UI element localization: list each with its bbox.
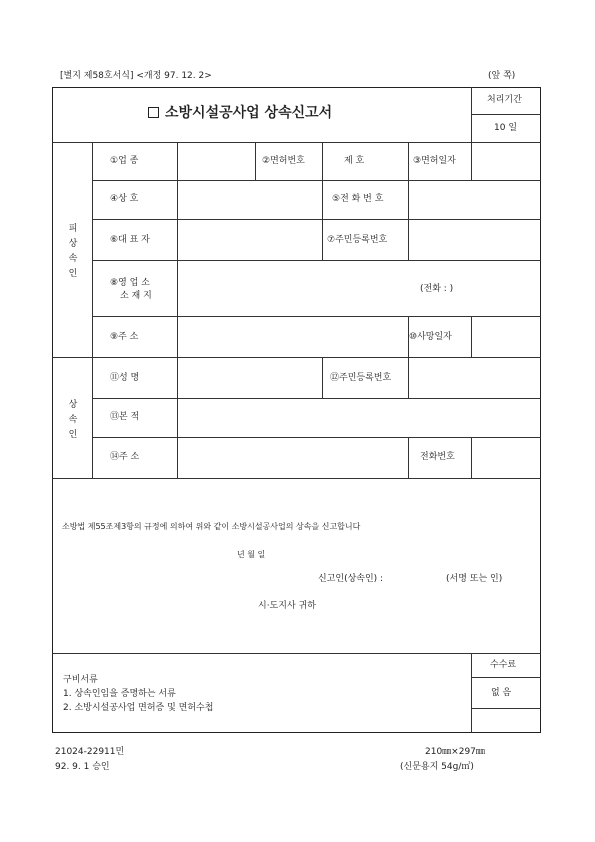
divider (322, 142, 323, 219)
fee-label: 수수료 (490, 660, 517, 670)
divider (52, 653, 541, 654)
address-label: ⑨주 소 (110, 332, 139, 342)
recipient-label: 시·도지사 귀하 (258, 601, 316, 611)
divider (408, 437, 409, 478)
divider (408, 219, 409, 260)
divider (471, 142, 472, 180)
form-title: 소방시설공사업 상속신고서 (148, 106, 332, 120)
heir-phone-label: 전화번호 (420, 452, 455, 462)
approval-date: 92. 9. 1 승인 (55, 762, 110, 772)
divider (177, 357, 178, 478)
signature-label: (서명 또는 인) (446, 574, 503, 584)
divider (471, 316, 472, 357)
processing-period-value: 10 일 (494, 123, 518, 133)
form-reference: [별지 제58호서식] <개정 97. 12. 2> (60, 71, 212, 81)
death-date-label: ⑩사망일자 (409, 332, 452, 342)
divider (177, 316, 178, 357)
divider (255, 142, 256, 180)
trade-name-label: ④상 호 (110, 194, 139, 204)
date-line: 년 월 일 (237, 550, 266, 559)
divider (52, 478, 541, 479)
fee-value: 없 음 (491, 688, 512, 698)
paper-size: 210㎜×297㎜ (425, 747, 485, 757)
office-location-label-2: 소 재 지 (120, 291, 152, 301)
page-side-label: (앞 쪽) (488, 71, 516, 81)
divider (471, 677, 541, 678)
applicant-label: 신고인(상속인) : (318, 574, 384, 584)
divider (408, 142, 409, 219)
divider (322, 219, 323, 260)
required-docs-title: 구비서류 (63, 675, 98, 685)
divider (471, 437, 472, 478)
divider (471, 114, 541, 115)
divider (92, 142, 93, 478)
license-date-label: ③면허일자 (413, 156, 456, 166)
representative-label: ⑥대 표 자 (110, 235, 150, 245)
divider (92, 316, 541, 317)
divider (408, 357, 409, 398)
paper-type: (신문용지 54g/㎡) (400, 762, 474, 772)
divider (92, 398, 541, 399)
heir-resident-number-label: ⑫주민등록번호 (330, 373, 392, 383)
required-doc-item: 1. 상속인임을 증명하는 서류 (63, 689, 176, 699)
heir-name-label: ⑪성 명 (110, 373, 140, 383)
heir-section-label: 상 속 인 (68, 400, 78, 440)
license-number-format: 제 호 (344, 156, 365, 166)
office-location-label: ⑧영 업 소 (110, 278, 150, 288)
declaration-text: 소방법 제55조제3항의 규정에 의하여 위와 같이 소방시설공사업의 상속을 신고합니다 (62, 522, 361, 531)
divider (471, 653, 472, 733)
resident-number-label: ⑦주민등록번호 (327, 235, 388, 245)
divider (52, 357, 541, 358)
divider (92, 180, 541, 181)
divider (322, 357, 323, 398)
required-doc-item: 2. 소방시설공사업 면허증 및 면허수첩 (63, 703, 214, 713)
registry-label: ⑬본 적 (110, 412, 140, 422)
checkbox-icon (148, 107, 159, 118)
office-phone: (전화 : ) (420, 284, 454, 294)
divider (471, 87, 472, 142)
phone-number-label: ⑤전 화 번 호 (332, 194, 384, 204)
processing-period-label: 처리기간 (487, 95, 522, 105)
license-number-label: ②면허번호 (262, 156, 305, 166)
divider (177, 142, 178, 316)
form-frame (52, 87, 541, 733)
form-code: 21024-22911민 (55, 747, 125, 757)
business-type-label: ①업 종 (110, 156, 139, 166)
divider (92, 260, 541, 261)
divider (471, 708, 541, 709)
divider (52, 142, 541, 143)
divider (92, 437, 541, 438)
divider (92, 219, 541, 220)
heir-address-label: ⑭주 소 (110, 452, 140, 462)
decedent-section-label: 피 상 속 인 (68, 224, 78, 279)
